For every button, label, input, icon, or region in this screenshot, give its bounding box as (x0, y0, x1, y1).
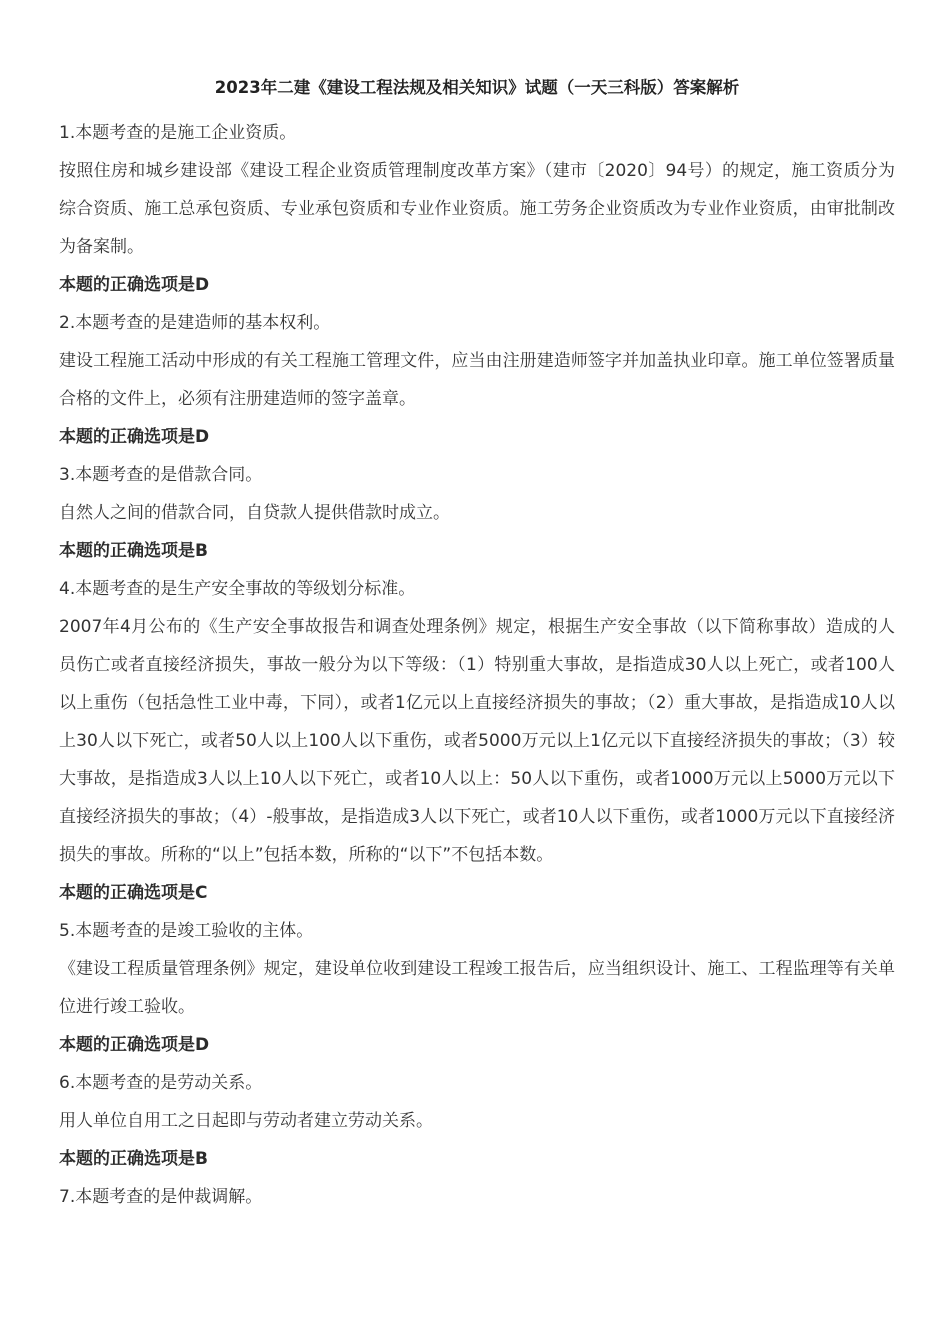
question-1-answer: 本题的正确选项是D (59, 275, 210, 295)
question-5-heading: 5.本题考查的是竣工验收的主体。 (59, 921, 314, 941)
question-5-answer: 本题的正确选项是D (59, 1035, 210, 1055)
question-6-explanation: 用人单位自用工之日起即与劳动者建立劳动关系。 (59, 1111, 433, 1131)
question-2-answer: 本题的正确选项是D (59, 427, 210, 447)
question-1-heading: 1.本题考查的是施工企业资质。 (59, 123, 297, 143)
question-7-heading: 7.本题考查的是仲裁调解。 (59, 1187, 263, 1207)
question-2-explanation: 建设工程施工活动中形成的有关工程施工管理文件，应当由注册建造师签字并加盖执业印章。施工单位签署质量合格的文件上，必须有注册建造师的签字盖章。 (59, 351, 895, 409)
question-4-answer: 本题的正确选项是C (59, 883, 208, 903)
question-6-answer: 本题的正确选项是B (59, 1149, 208, 1169)
question-1-explanation: 按照住房和城乡建设部《建设工程企业资质管理制度改革方案》（建市〔2020〕94号）的规定，施工资质分为综合资质、施工总承包资质、专业承包资质和专业作业资质。施工劳务企业资质改为专业作业资质，由审批制改为备案制。 (59, 161, 895, 257)
question-4-heading: 4.本题考查的是生产安全事故的等级划分标准。 (59, 579, 416, 599)
question-2-heading: 2.本题考查的是建造师的基本权利。 (59, 313, 331, 333)
question-3-answer: 本题的正确选项是B (59, 541, 208, 561)
question-4-explanation: 2007年4月公布的《生产安全事故报告和调查处理条例》规定，根据生产安全事故（以下简称事故）造成的人员伤亡或者直接经济损失，事故一般分为以下等级：（1）特别重大事故，是指造成30人以上死亡，或者100人以上重伤（包括急性工业中毒，下同），或者1亿元以上直接经济损失的事故；（2）重大事故，是指造成10人以上30人以下死亡，或者50人以上100人以下重伤，或者5000万元以上1亿元以下直接经济损失的事故；（3）较大事故，是指造成3人以上10人以下死亡，或者10人以上：50人以下重伤，或者1000万元以上5000万元以下直接经济损失的事故；（4）-般事故，是指造成3人以下死亡，或者10人以下重伤，或者1000万元以下直接经济损失的事故。所称的“以上”包括本数，所称的“以下”不包括本数。 (59, 617, 895, 865)
document-title: 2023年二建《建设工程法规及相关知识》试题（一天三科版）答案解析 (214, 78, 740, 97)
question-5-explanation: 《建设工程质量管理条例》规定，建设单位收到建设工程竣工报告后，应当组织设计、施工、工程监理等有关单位进行竣工验收。 (59, 959, 895, 1017)
document-body (59, 76, 895, 1216)
question-3-explanation: 自然人之间的借款合同，自贷款人提供借款时成立。 (59, 503, 450, 523)
question-3-heading: 3.本题考查的是借款合同。 (59, 465, 263, 485)
question-6-heading: 6.本题考查的是劳动关系。 (59, 1073, 263, 1093)
